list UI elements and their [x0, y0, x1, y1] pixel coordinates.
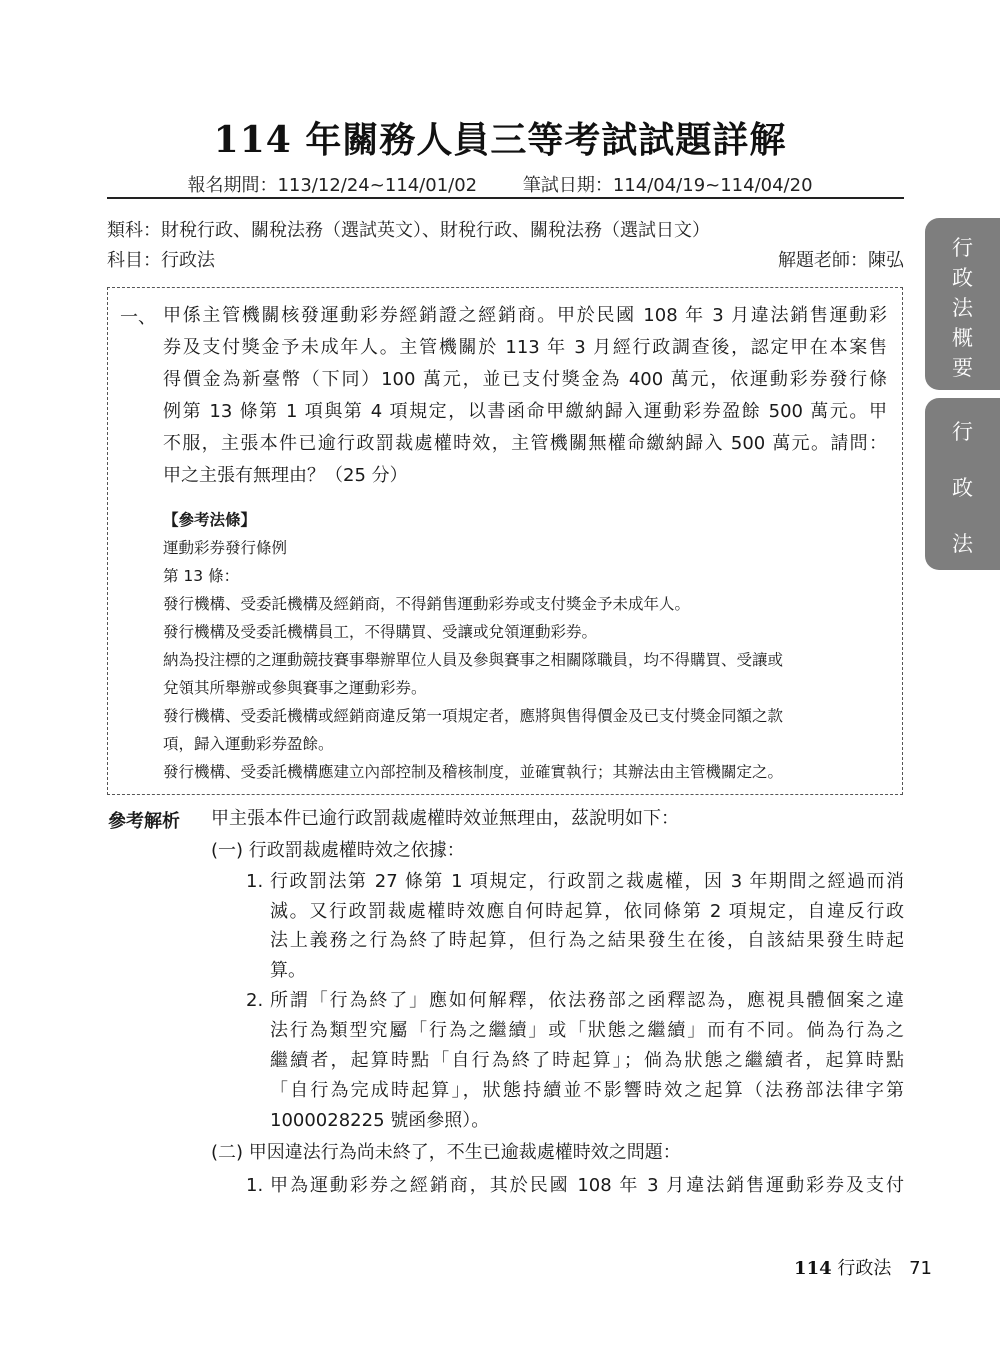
reference-line: 兌領其所舉辦或參與賽事之運動彩券。 [163, 679, 427, 697]
page-footer [794, 1254, 932, 1280]
answer-intro: 甲主張本件已逾行政罰裁處權時效並無理由，茲說明如下： [211, 808, 679, 829]
reference-line: 發行機構、受委託機構或經銷商違反第一項規定者，應將與售得價金及已支付獎金同額之款 [163, 707, 784, 725]
tab-char: 行 [952, 236, 973, 260]
paragraph-line: 法上義務之行為終了時起算，但行為之結果發生在後，自該結果發生時起 [270, 930, 904, 951]
subject-line [107, 246, 904, 272]
exam-date: 筆試日期：114/04/19~114/04/20 [522, 175, 813, 196]
footer-subject: 行政法 [837, 1258, 892, 1279]
reference-line: 納為投注標的之運動競技賽事舉辦單位人員及參與賽事之相關隊職員，均不得購買、受讓或 [163, 651, 784, 669]
tab-char: 政 [952, 476, 973, 500]
tab-char: 法 [952, 296, 973, 320]
reference-line: 項，歸入運動彩券盈餘。 [163, 735, 334, 753]
page-title: 114 年關務人員三等考試試題詳解 [213, 119, 787, 161]
section-2-title: (二) 甲因違法行為尚未終了，不生已逾裁處權時效之問題： [211, 1142, 681, 1163]
paragraph-line: 甲為運動彩券之經銷商，其於民國 108 年 3 月違法銷售運動彩券及支付 [270, 1175, 904, 1196]
question-line: 甲係主管機關核發運動彩券經銷證之經銷商。甲於民國 108 年 3 月違法銷售運動彩 [163, 305, 887, 326]
item-number: 1. [246, 871, 264, 892]
question-line: 得價金為新臺幣（下同）100 萬元，並已支付獎金為 400 萬元，依運動彩券發行條 [163, 369, 887, 390]
question-number: 一、 [120, 307, 156, 328]
paragraph-line: 繼續者，起算時點「自行為終了時起算」；倘為狀態之繼續者，起算時點 [270, 1050, 904, 1071]
category-line: 類科：財稅行政、關稅法務（選試英文）、財稅行政、關稅法務（選試日文） [107, 220, 710, 241]
tab-char: 要 [952, 356, 973, 380]
tab-char: 法 [952, 532, 973, 556]
item-number: 1. [246, 1175, 264, 1196]
section-1-title: (一) 行政罰裁處權時效之依據： [211, 840, 465, 861]
question-line: 券及支付獎金予未成年人。主管機關於 113 年 3 月經行政調查後，認定甲在本案售 [163, 337, 887, 358]
paragraph-line: 算。 [270, 960, 306, 981]
reference-section [163, 506, 889, 786]
item-number: 2. [246, 990, 264, 1011]
title-divider [107, 197, 904, 199]
reference-line: 發行機構、受委託機構及經銷商，不得銷售運動彩券或支付獎金予未成年人。 [163, 595, 691, 613]
question-line: 甲之主張有無理由？（25 分） [163, 465, 408, 486]
subject: 科目：行政法 [107, 250, 215, 271]
tab-char: 政 [952, 266, 973, 290]
page-number: 71 [909, 1258, 932, 1279]
side-tab-administrative-law [925, 398, 1000, 570]
tab-char: 行 [952, 420, 973, 444]
teacher: 解題老師：陳弘 [778, 250, 904, 271]
reference-line: 發行機構、受委託機構應建立內部控制及稽核制度，並確實執行；其辦法由主管機關定之。 [163, 763, 784, 781]
tab-char: 概 [952, 326, 973, 350]
answer-label: 參考解析 [108, 811, 180, 832]
paragraph-line: 「自行為完成時起算」，狀態持續並不影響時效之起算（法務部法律字第 [270, 1080, 904, 1101]
question-text [163, 300, 887, 492]
paragraph-line: 1000028225 號函參照）。 [270, 1110, 490, 1131]
exam-meta [0, 171, 1000, 197]
paragraph-line: 法行為類型究屬「行為之繼續」或「狀態之繼續」而有不同。倘為行為之 [270, 1020, 904, 1041]
reference-line: 運動彩券發行條例 [163, 539, 288, 557]
question-line: 例第 13 條第 1 項與第 4 項規定，以書函命甲繳納歸入運動彩券盈餘 500 萬元。甲 [163, 401, 887, 422]
paragraph-line: 滅。又行政罰裁處權時效應自何時起算，依同條第 2 項規定，自違反行政 [270, 901, 904, 922]
side-tab-administrative-law-outline [925, 218, 1000, 390]
reference-line: 發行機構及受委託機構員工，不得購買、受讓或兌領運動彩券。 [163, 623, 598, 641]
footer-year: 114 [794, 1258, 832, 1279]
question-line: 不服，主張本件已逾行政罰裁處權時效，主管機關無權命繳納歸入 500 萬元。請問： [163, 433, 887, 454]
paragraph-line: 行政罰法第 27 條第 1 項規定，行政罰之裁處權，因 3 年期間之經過而消 [270, 871, 904, 892]
registration-period: 報名期間：113/12/24~114/01/02 [187, 175, 478, 196]
paragraph-line: 所謂「行為終了」應如何解釋，依法務部之函釋認為，應視具體個案之違 [270, 990, 904, 1011]
reference-heading: 【參考法條】 [163, 511, 257, 529]
reference-line: 第 13 條： [163, 567, 240, 585]
